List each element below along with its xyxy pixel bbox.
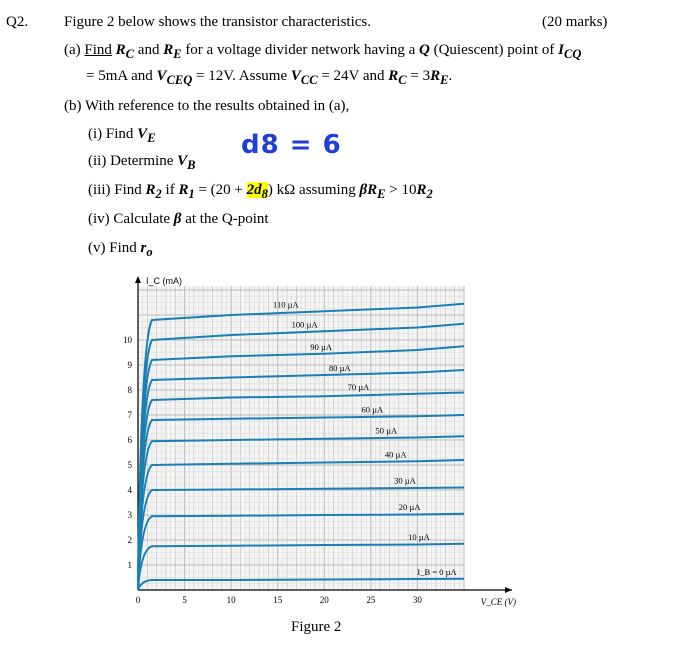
vcc-symbol: $V_{CC}$	[290, 68, 318, 87]
y-tick-label: 5	[127, 460, 132, 470]
x-tick-label: 5	[182, 595, 187, 605]
question-number: Q2.	[6, 14, 29, 30]
y-tick-label: 7	[127, 410, 132, 420]
y-tick-label: 6	[127, 435, 132, 445]
x-axis-label: V_CE (V)	[480, 597, 516, 607]
line2-d: = 3	[406, 68, 431, 84]
question-intro: Figure 2 below shows the transistor characteristics.	[64, 14, 372, 30]
y-tick-label: 10	[123, 335, 132, 345]
handwritten-note: d8 = 6	[241, 130, 342, 160]
x-tick-label: 10	[226, 595, 236, 605]
question-marks: (20 marks)	[542, 14, 608, 30]
vceq-symbol: $V_{CEQ}$	[156, 68, 193, 87]
part-a-line1	[64, 42, 581, 62]
line2-e: .	[448, 68, 453, 84]
y-tick-label: 2	[127, 535, 132, 545]
y-axis-label: I_C (mA)	[146, 276, 182, 286]
icq-symbol: $I_{CQ}$	[558, 42, 582, 61]
y-tick-label: 9	[127, 360, 132, 370]
line2-b: = 12V. Assume	[192, 68, 291, 84]
find-link-text: Find	[84, 42, 112, 58]
series-label: 50 µA	[375, 425, 398, 436]
series-label: 30 µA	[394, 475, 416, 486]
figure-caption: Figure 2	[291, 619, 342, 635]
part-b-label: (b) With reference to the results obtained in (a),	[64, 98, 350, 114]
y-tick-label: 4	[127, 485, 132, 495]
line2-a: = 5mA and	[86, 68, 157, 84]
x-tick-label: 0	[135, 595, 141, 605]
part-a-label: (a)	[64, 42, 81, 58]
x-tick-label: 20	[319, 595, 329, 605]
re2-symbol: $R_E$	[430, 68, 449, 87]
series-label: 20 µA	[398, 501, 421, 512]
highlighted-d8: $2d_8$	[246, 182, 268, 201]
transistor-characteristics-chart	[110, 272, 530, 612]
q-symbol: Q	[418, 42, 430, 58]
series-label: 60 µA	[361, 404, 384, 415]
series-label: 100 µA	[291, 319, 318, 330]
y-tick-label: 1	[127, 560, 132, 570]
part-b-iii: (iii) Find $R_2$ if $R_1 = (20 + 2d_8)$ kΩ assuming $\beta R_E > 10R_2$	[88, 182, 433, 201]
x-tick-label: 15	[273, 595, 283, 605]
series-label: 110 µA	[273, 299, 299, 310]
part-b-iv: (iv) Calculate β at the Q-point	[88, 211, 269, 227]
series-label: 70 µA	[347, 381, 370, 392]
y-tick-label: 8	[127, 385, 132, 395]
y-tick-label: 3	[127, 510, 132, 520]
part-b-v: (v) Find $r_o$	[88, 240, 153, 259]
re-symbol: $R_E$	[163, 42, 182, 61]
series-label: 80 µA	[328, 363, 351, 373]
part-b-ii: (ii) Determine $V_B$	[88, 153, 196, 172]
series-label: 10 µA	[408, 531, 430, 542]
x-tick-label: 25	[366, 595, 376, 605]
part-a-text1: for a voltage divider network having a	[181, 42, 419, 58]
part-a-line2	[86, 68, 452, 88]
and-text: and	[134, 42, 164, 58]
part-a-text2: (Quiescent) point of	[429, 42, 559, 58]
x-tick-label: 30	[412, 595, 422, 605]
line2-c: = 24V and	[317, 68, 389, 84]
rc-symbol: $R_C$	[115, 42, 135, 61]
part-b-i: (i) Find $V_E$	[88, 126, 156, 145]
series-label: 90 µA	[310, 341, 332, 352]
series-label: 40 µA	[384, 449, 407, 460]
series-label: I_B = 0 µA	[417, 566, 457, 577]
chart-grid	[110, 272, 530, 612]
rc2-symbol: $R_C$	[388, 68, 407, 87]
